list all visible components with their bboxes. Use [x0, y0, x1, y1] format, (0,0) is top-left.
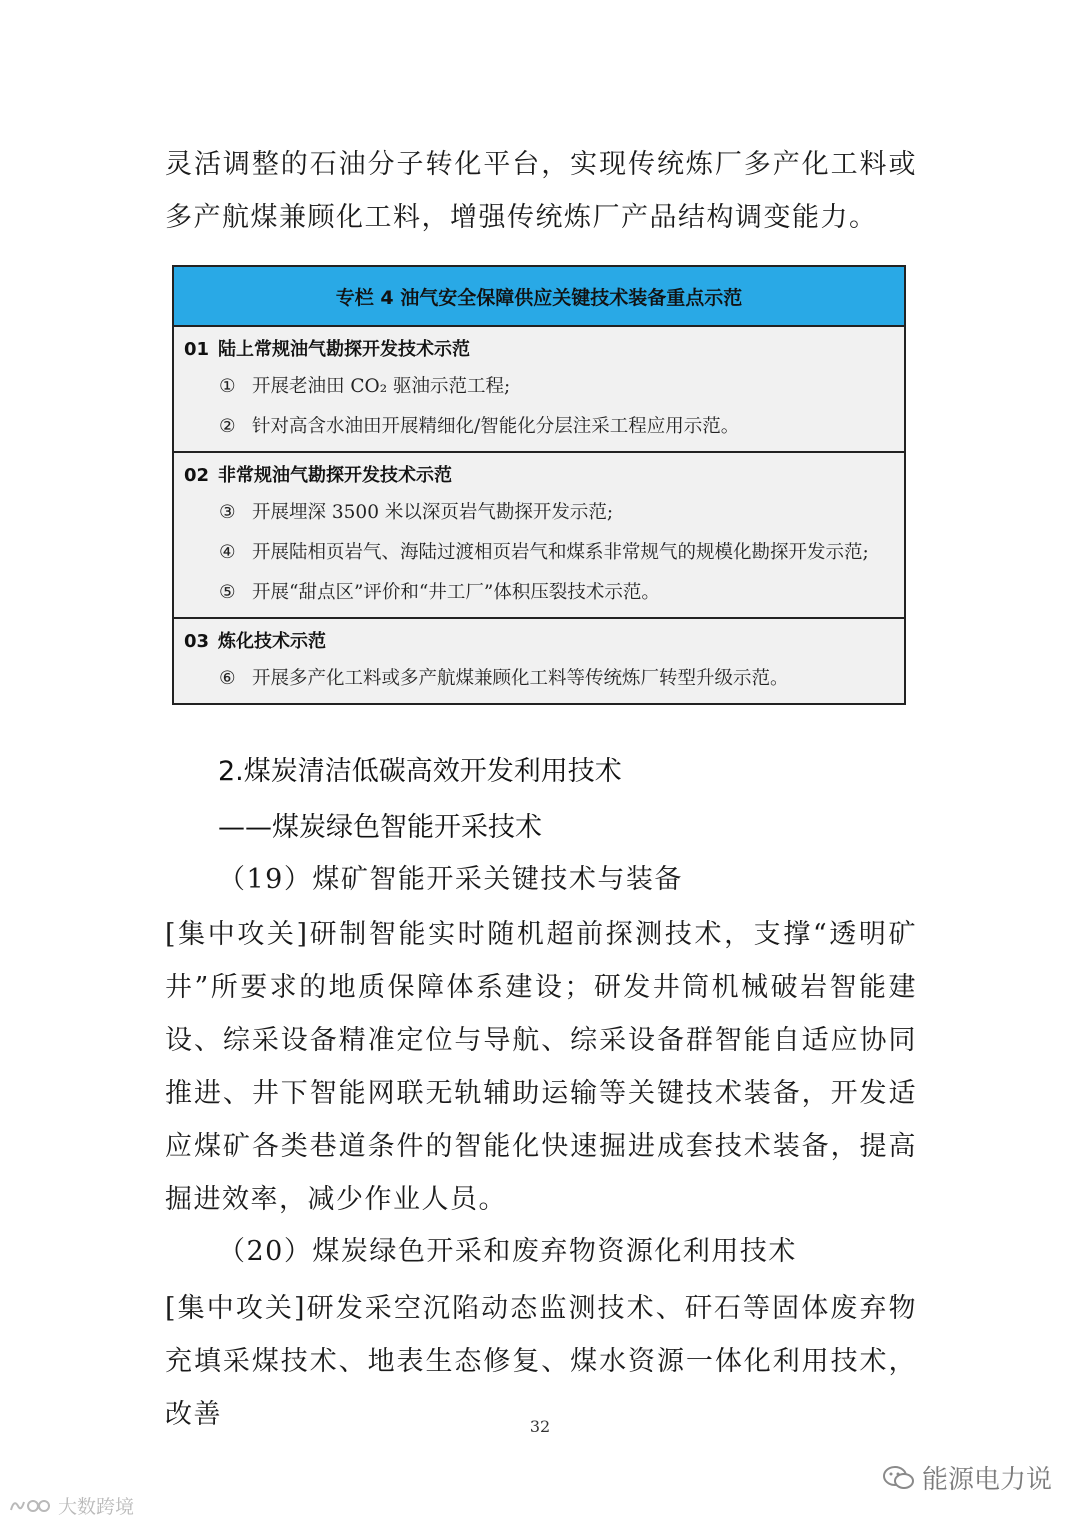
page-number: 32 [529, 1417, 551, 1436]
item-text: 开展埋深 3500 米以深页岩气勘探开发示范; [252, 502, 614, 523]
intro-paragraph: 灵活调整的石油分子转化平台，实现传统炼厂多产化工料或多产航煤兼顾化工料，增强传统炼厂产品结构调变能力。 [165, 149, 917, 233]
item-paragraph-19: [集中攻关]研制智能实时随机超前探测技术，支撑“透明矿井”所要求的地质保障体系建设；研发井筒机械破岩智能建设、综采设备精准定位与导航、综采设备群智能自适应协同推进、井下智能网联无轨辅助运输等关键技术装备，开发适应煤矿各类巷道条件的智能化快速掘进成套技术装备，提高掘进效率，减少作业人员。 [165, 919, 917, 1215]
section-number: 01 [184, 339, 210, 360]
item-heading-20: （20）煤炭绿色开采和废弃物资源化利用技术 [218, 1236, 797, 1267]
item-text: 开展陆相页岩气、海陆过渡相页岩气和煤系非常规气的规模化勘探开发示范; [252, 542, 869, 563]
item-paragraph-20: [集中攻关]研发采空沉陷动态监测技术、矸石等固体废弃物充填采煤技术、地表生态修复、煤水资源一体化利用技术，改善 [165, 1293, 917, 1430]
list-item [184, 573, 892, 613]
item-marker: ⑤ [219, 582, 236, 603]
box-section-02 [174, 453, 904, 619]
watermark-right [882, 1459, 1052, 1496]
item-heading-19: （19）煤矿智能开采关键技术与装备 [218, 864, 683, 895]
box-section-01 [174, 327, 904, 453]
item-marker: ② [219, 416, 236, 437]
list-item [184, 493, 892, 533]
column-box-title: 专栏 4 油气安全保障供应关键技术装备重点示范 [174, 267, 904, 327]
section-number: 02 [184, 465, 210, 486]
item-text: 开展多产化工料或多产航煤兼顾化工料等传统炼厂转型升级示范。 [252, 668, 789, 689]
section-heading: 2.煤炭清洁低碳高效开发利用技术 [218, 756, 622, 787]
section-title [184, 459, 892, 493]
watermark-logo-icon [8, 1496, 52, 1516]
item-marker: ③ [219, 502, 236, 523]
subsection-heading: ——煤炭绿色智能开采技术 [218, 812, 542, 843]
item-text: 针对高含水油田开展精细化/智能化分层注采工程应用示范。 [252, 416, 740, 437]
box-section-03 [174, 619, 904, 703]
wechat-icon [882, 1464, 916, 1492]
column-box [172, 265, 906, 705]
item-marker: ⑥ [219, 668, 236, 689]
section-number: 03 [184, 631, 210, 652]
section-title-text: 非常规油气勘探开发技术示范 [218, 465, 452, 486]
watermark-left [8, 1492, 134, 1519]
list-item [184, 367, 892, 407]
item-text: 开展“甜点区”评价和“井工厂”体积压裂技术示范。 [252, 582, 660, 603]
list-item [184, 533, 892, 573]
watermark-right-text: 能源电力说 [921, 1465, 1052, 1495]
item-marker: ① [219, 376, 236, 397]
list-item [184, 407, 892, 447]
watermark-left-text: 大数跨境 [58, 1496, 135, 1518]
section-title-text: 陆上常规油气勘探开发技术示范 [218, 339, 470, 360]
section-title [184, 625, 892, 659]
section-title-text: 炼化技术示范 [218, 631, 326, 652]
list-item [184, 659, 892, 699]
item-marker: ④ [219, 542, 236, 563]
section-title [184, 333, 892, 367]
item-text: 开展老油田 CO₂ 驱油示范工程; [252, 376, 511, 397]
